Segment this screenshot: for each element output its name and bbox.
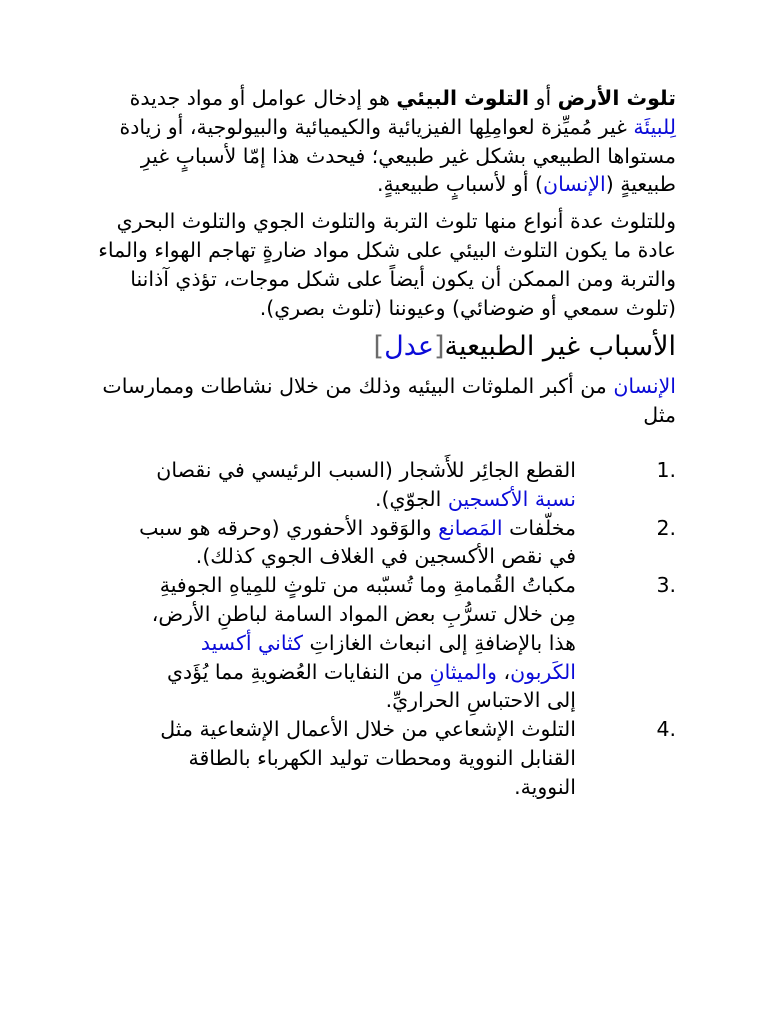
link-carbon-dioxide[interactable]: كثاني أكسيد الكَربون: [200, 630, 576, 684]
section-intro-paragraph: [90, 372, 676, 430]
edit-section-link[interactable]: عدل: [384, 331, 434, 363]
article-content: [90, 84, 676, 802]
link-environment[interactable]: لِلبيئَة: [633, 114, 676, 139]
list-number: 2.: [656, 515, 676, 540]
pollution-types-paragraph: وللتلوث عدة أنواع منها تلوث التربة والتلوث الجوي والتلوث البحري عادة ما يكون التلوث البيئي على شكل مواد ضارةٍ تهاجم الهواء والماء والتربة ومن الممكن أن يكون أيضاً على شكل موجات، تؤذي آذاننا (تلوث سمعي أو ضوضائي) وعيوننا (تلوث بصري).: [98, 209, 676, 320]
link-human[interactable]: الإنسان: [543, 172, 606, 197]
intro-text-b: غير مُميِّزة لعوامِلِها الفيزيائية والكيميائية والبيولوجية، أو زيادة مستواها الطبيعي بشكل غير طبيعي؛ فيحدث هذا إمّا لأسبابٍ غيرِ طبيعيةٍ (: [119, 114, 676, 197]
list-text: مكباتُ القُمامةِ وما تُسبّبه من تلوثٍ للمِياهِ الجوفيةِ مِن خلال تسرُّبِ بعض المواد السامة لباطنِ الأرض، هذا بالإضافةِ إلى انبعاث الغازاتِ: [151, 573, 576, 655]
causes-list: [90, 456, 676, 802]
term-land-pollution: تلوث الأرض: [557, 86, 676, 110]
intro-or: أو: [529, 86, 558, 110]
list-text: التلوث الإشعاعي من خلال الأعمال الإشعاعية مثل القنابل النووية ومحطات توليد الكهرباء بالطاقة النووية.: [160, 717, 576, 799]
intro-paragraph: [90, 84, 676, 199]
list-item: [136, 715, 676, 801]
section-heading-unnatural-causes: [90, 330, 676, 364]
list-number: 1.: [656, 457, 676, 482]
section-intro-text: من أكبر الملوثات البيئيه وذلك من خلال نشاطات وممارسات مثل: [102, 374, 676, 428]
list-text: والوَقود الأحفوري (وحرقه هو سبب في نقص الأكسجين في الغلاف الجوي كذلك).: [139, 515, 576, 569]
link-methane[interactable]: والميثانِ: [429, 659, 497, 684]
edit-bracket-close: ]: [373, 331, 385, 363]
intro-text-a: هو إدخال عوامل أو مواد جديدة: [129, 86, 397, 110]
list-spacer: [90, 438, 676, 456]
link-factories[interactable]: المَصانع: [438, 515, 503, 540]
list-text: من النفايات العُضويةِ مما يُؤَدي إلى الاحتباسِ الحراريِّ.: [166, 659, 576, 713]
link-oxygen-level[interactable]: نسبة الأكسجين: [447, 486, 576, 511]
intro-text-c: ) أو لأسبابٍ طبيعيةٍ.: [377, 172, 544, 197]
link-human-section[interactable]: الإنسان: [613, 374, 676, 399]
list-number: 4.: [656, 717, 676, 742]
list-number: 3.: [656, 573, 676, 598]
list-item: [136, 571, 676, 715]
list-item: [136, 514, 676, 572]
edit-bracket-open: [: [433, 331, 445, 363]
list-item: [136, 456, 676, 514]
list-text: مخلّفات: [502, 515, 576, 540]
list-text: القطع الجائِر للأَشجار (السبب الرئيسي في نقصان: [156, 457, 576, 482]
term-environmental-pollution: التلوث البيئي: [396, 86, 530, 110]
list-text: الجوّي).: [375, 486, 448, 511]
list-text: ،: [496, 659, 511, 684]
section-heading-text: الأسباب غير الطبيعية: [444, 331, 676, 363]
